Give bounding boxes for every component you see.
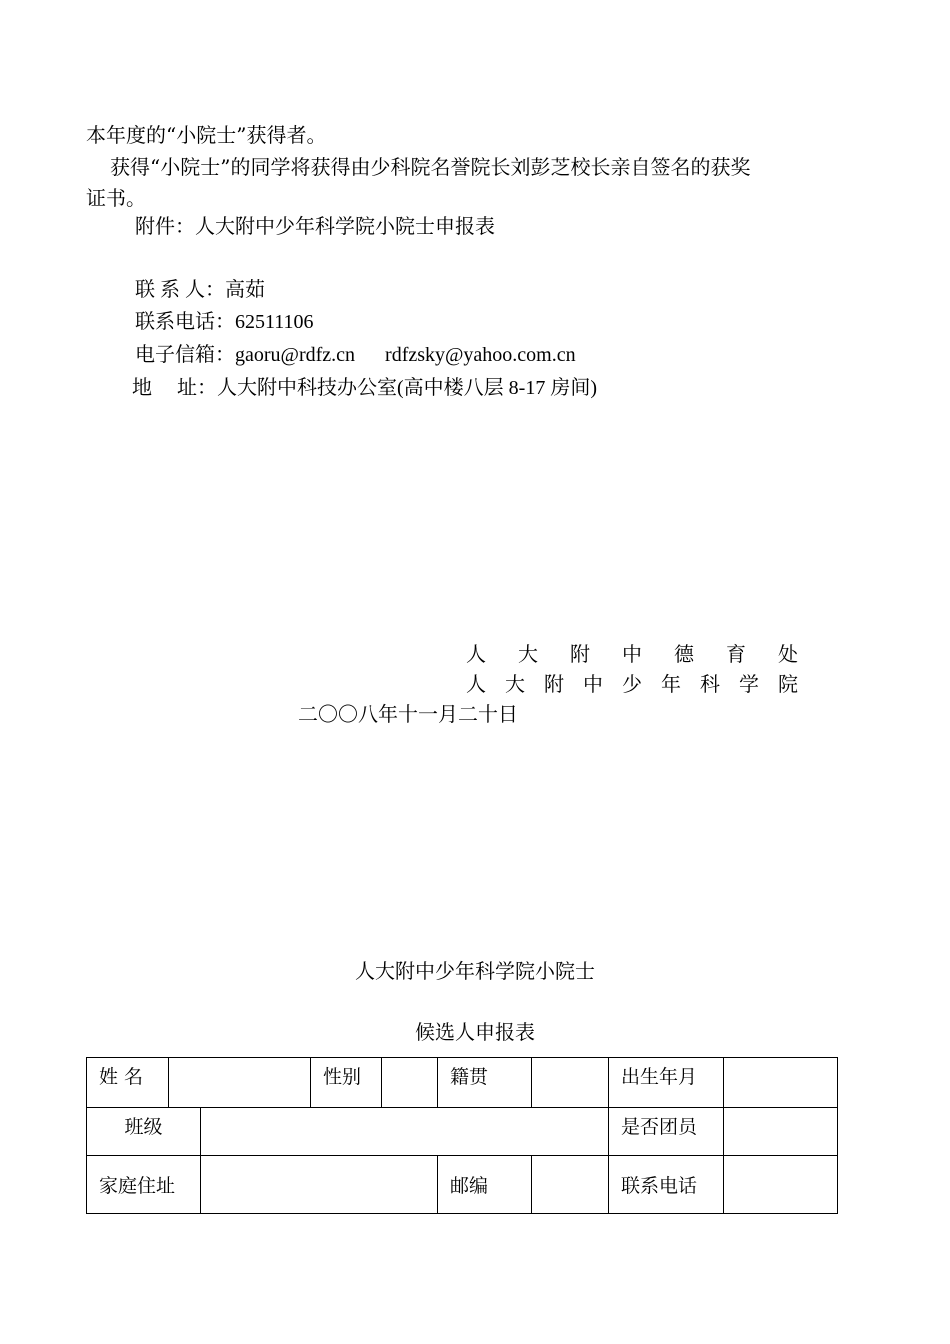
body-line-1: 本年度的“小院士”获得者。 (86, 123, 327, 147)
signature-org-1-char: 大 (518, 642, 538, 666)
contact-address-label: 地 址： (132, 377, 217, 399)
body-line-2: 获得“小院士”的同学将获得由少科院名誉院长刘彭芝校长亲自签名的获奖 (110, 155, 751, 179)
contact-phone-label: 联系电话： (135, 311, 235, 333)
contact-address-value: 人大附中科技办公室(高中楼八层 8-17 房间) (217, 377, 597, 399)
contact-email (135, 342, 576, 368)
signature-org-2 (466, 671, 798, 697)
contact-email-1: gaoru@rdfz.cn (235, 344, 356, 366)
signature-org-2-char: 少 (622, 672, 642, 696)
signature-org-2-char: 院 (778, 672, 798, 696)
contact-person-label: 联 系 人： (135, 279, 225, 301)
signature-org-1-char: 德 (674, 642, 694, 666)
form-title: 人大附中少年科学院小院士 (355, 959, 595, 983)
body-line-3: 证书。 (86, 186, 146, 210)
birth-field[interactable] (724, 1058, 838, 1108)
signature-org-1-char: 处 (778, 642, 798, 666)
signature-org-1 (466, 641, 798, 667)
origin-label: 籍贯 (438, 1058, 532, 1108)
signature-org-2-char: 人 (466, 672, 486, 696)
form-row-3 (87, 1156, 838, 1214)
class-field[interactable] (201, 1108, 609, 1156)
signature-org-2-char: 附 (544, 672, 564, 696)
signature-org-1-char: 附 (570, 642, 590, 666)
phone-label: 联系电话 (609, 1156, 724, 1214)
home-address-label: 家庭住址 (87, 1156, 201, 1214)
signature-org-2-char: 中 (583, 672, 603, 696)
contact-phone (135, 309, 314, 335)
signature-org-1-char: 人 (466, 642, 486, 666)
attachment-note: 附件：人大附中少年科学院小院士申报表 (135, 214, 495, 238)
signature-org-1-char: 育 (726, 642, 746, 666)
form-row-2 (87, 1108, 838, 1156)
name-field[interactable] (169, 1058, 311, 1108)
gender-label: 性别 (311, 1058, 382, 1108)
phone-field[interactable] (724, 1156, 838, 1214)
contact-email-2: rdfzsky@yahoo.com.cn (385, 344, 576, 366)
signature-org-2-char: 大 (505, 672, 525, 696)
contact-address (132, 375, 597, 401)
birth-label: 出生年月 (609, 1058, 724, 1108)
signature-org-2-char: 学 (739, 672, 759, 696)
gender-field[interactable] (382, 1058, 438, 1108)
form-row-1 (87, 1058, 838, 1108)
signature-org-2-char: 科 (700, 672, 720, 696)
postcode-field[interactable] (532, 1156, 609, 1214)
contact-phone-value: 62511106 (235, 311, 314, 333)
form-subtitle: 候选人申报表 (415, 1020, 535, 1044)
signature-date: 二〇〇八年十一月二十日 (298, 702, 518, 726)
class-label: 班级 (87, 1108, 201, 1156)
contact-person (135, 277, 265, 303)
origin-field[interactable] (532, 1058, 609, 1108)
application-form-table (86, 1057, 838, 1214)
home-address-field[interactable] (201, 1156, 438, 1214)
league-field[interactable] (724, 1108, 838, 1156)
name-label: 姓 名 (87, 1058, 169, 1108)
signature-org-1-char: 中 (622, 642, 642, 666)
contact-person-value: 高茹 (225, 279, 265, 301)
league-label: 是否团员 (609, 1108, 724, 1156)
signature-org-2-char: 年 (661, 672, 681, 696)
postcode-label: 邮编 (438, 1156, 532, 1214)
contact-email-label: 电子信箱： (135, 344, 235, 366)
